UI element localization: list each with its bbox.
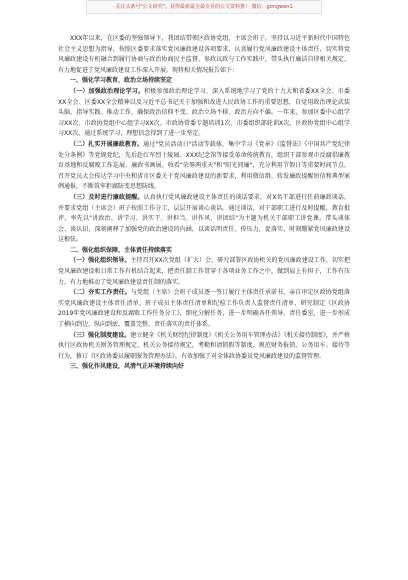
paragraph-text: 与党组（主席）会班子成员逐一签订履行主体责任承诺书，亲自审定区政协党组落实党风廉政建设主体责任清单、班子成员主体责任清单和纪检工作负责人监督责任清单，研究制定《区政协2019年党风廉政建设和反腐败工作任务分工》，细化分解任务，进一步明确各任领导、责任委室，进一步形成了横向到边、纵向到底、覆盖完整、责任落实的责任体系。 bbox=[58, 289, 350, 329]
paragraph-1-2 bbox=[58, 140, 350, 193]
paragraph-1-3 bbox=[58, 193, 350, 246]
document-body bbox=[58, 34, 350, 373]
subheading-1-1: （一）加强政治理论学习。 bbox=[70, 87, 145, 95]
subheading-2-2: （二）夯实工作责任。 bbox=[70, 289, 131, 297]
subheading-2-3: （三）强化制度建设。 bbox=[70, 331, 131, 339]
section-heading-1: 一、强化学习教育，政治立场持续坚定 bbox=[70, 77, 173, 85]
subheading-2-1: （一）强化组织领导。 bbox=[70, 257, 131, 265]
paragraph-text: 通过"党员活动日"活动等载体，集中学习《党章》《监督法》《中国共产党纪律处分条例》等党规党纪，先后赴红军烈士陵园、XXX纪念馆等接受革命传统教育，组织干部参观市反腐倡廉教育基地和反腐败工作巡展、廉政书画展、收看"荣辱两重天"和"阳光问廉"，充分利用节假日等重要时间节点，召开党员大会传达学习中央和省市区委关于党风廉政建设的新要求，利用微信群，转发廉政提醒短信和典型案例通报，不断筑牢拒腐防变思想防线。 bbox=[58, 140, 350, 191]
paragraph-text: 主持召开XX次党组（扩大）会，研究部署区政协机关的党风廉政建设工作，切实把党风廉政建设和日常工作有机结合起来，把责任制工作贯穿于各项业务工作之中，做到肩上有担子，工作有压力，有力地推动了党风廉政建设责任制的落实。 bbox=[58, 257, 350, 286]
paragraph-text: 积极参加政治理论学习、深入系统地学习了党的十九大和省委XX全会、市委XX全会、区委XX全会精神以及习近平总书记关于加强和改进人民政协工作的重要思想，自觉用政治理论武装头脑、指导实践、推动工作，确保政治信仰不变、政治立场不移、政治方向不偏。一年来，参加区委中心组学习XX次、市政协党组中心组学习XX次、市政协常委专题培训1次、市委组织部轮训X次，区政协党组中心组学习XX次、通过系统学习，理想信念得到了进一步坚定。 bbox=[58, 87, 350, 138]
paragraph-1-1 bbox=[58, 87, 350, 140]
subheading-1-3: （三）及时进行廉政提醒。 bbox=[70, 193, 144, 201]
intro-paragraph: XXX年以来，在区委的坚强领导下，我团结带领区政协党组、主席会班子，坚持以习近平新时代中国特色社会主义思想为指导，按照区委要求落实党风廉政建设各项要求，认真履行党风廉政建设主体责任，切实将党风廉政建设有机融合到履行协商与政治协商民主监督、参政议政与工作实践中，带头执行廉洁自律相关规定，有力地促进了党风廉政建设工作深入开展。现将相关情况报告如下： bbox=[58, 35, 350, 74]
promo-banner: 关注头条号"公文研究"，获得最新最全最专业的公文资料推！ 微信：gongwen1 bbox=[86, 0, 322, 14]
section-heading-3: 三、强化作风建设，风清气正环境持续向好 bbox=[70, 363, 185, 371]
paragraph-text: 认真执行党风廉政建设主体责任的谈话要求，对X名干部进行任前廉政谈话，并要求党组（主席会）班子按照工作分工，层层开展谈心谈话。通过谈话，对干部职工进行及时提醒，教育批评。率先以"讲政治、讲学习、讲实干、讲担当、讲作风、讲团结"为主题为机关干部职工讲党课，带头谈体会、谈认识，深刻阐释了加强党的政治建设的内涵，以谈话明责任、传压力，促落实，时刻绷紧党风廉政建设这根弦。 bbox=[58, 193, 350, 244]
paragraph-text: 建立健全《机关财经纪律制度》《机关公务用车管理办法》《机关接待制度》，并严格执行区政协机关财务管理规定，机关公务接待规定，考勤和请销假等制度，规范财务报销、公务用车、接待等行为，修订《区政协委员履职服务管理办法》，有效加强了对全体政协委员党风廉政建设的监督管理。 bbox=[58, 331, 350, 360]
paragraph-2-3 bbox=[58, 331, 350, 363]
section-heading-2: 二、强化组织保障，主体责任持续落实 bbox=[70, 246, 173, 254]
paragraph-2-2 bbox=[58, 288, 350, 330]
paragraph-2-1 bbox=[58, 256, 350, 288]
subheading-1-2: （二）扎实开展廉政教育。 bbox=[70, 140, 144, 148]
